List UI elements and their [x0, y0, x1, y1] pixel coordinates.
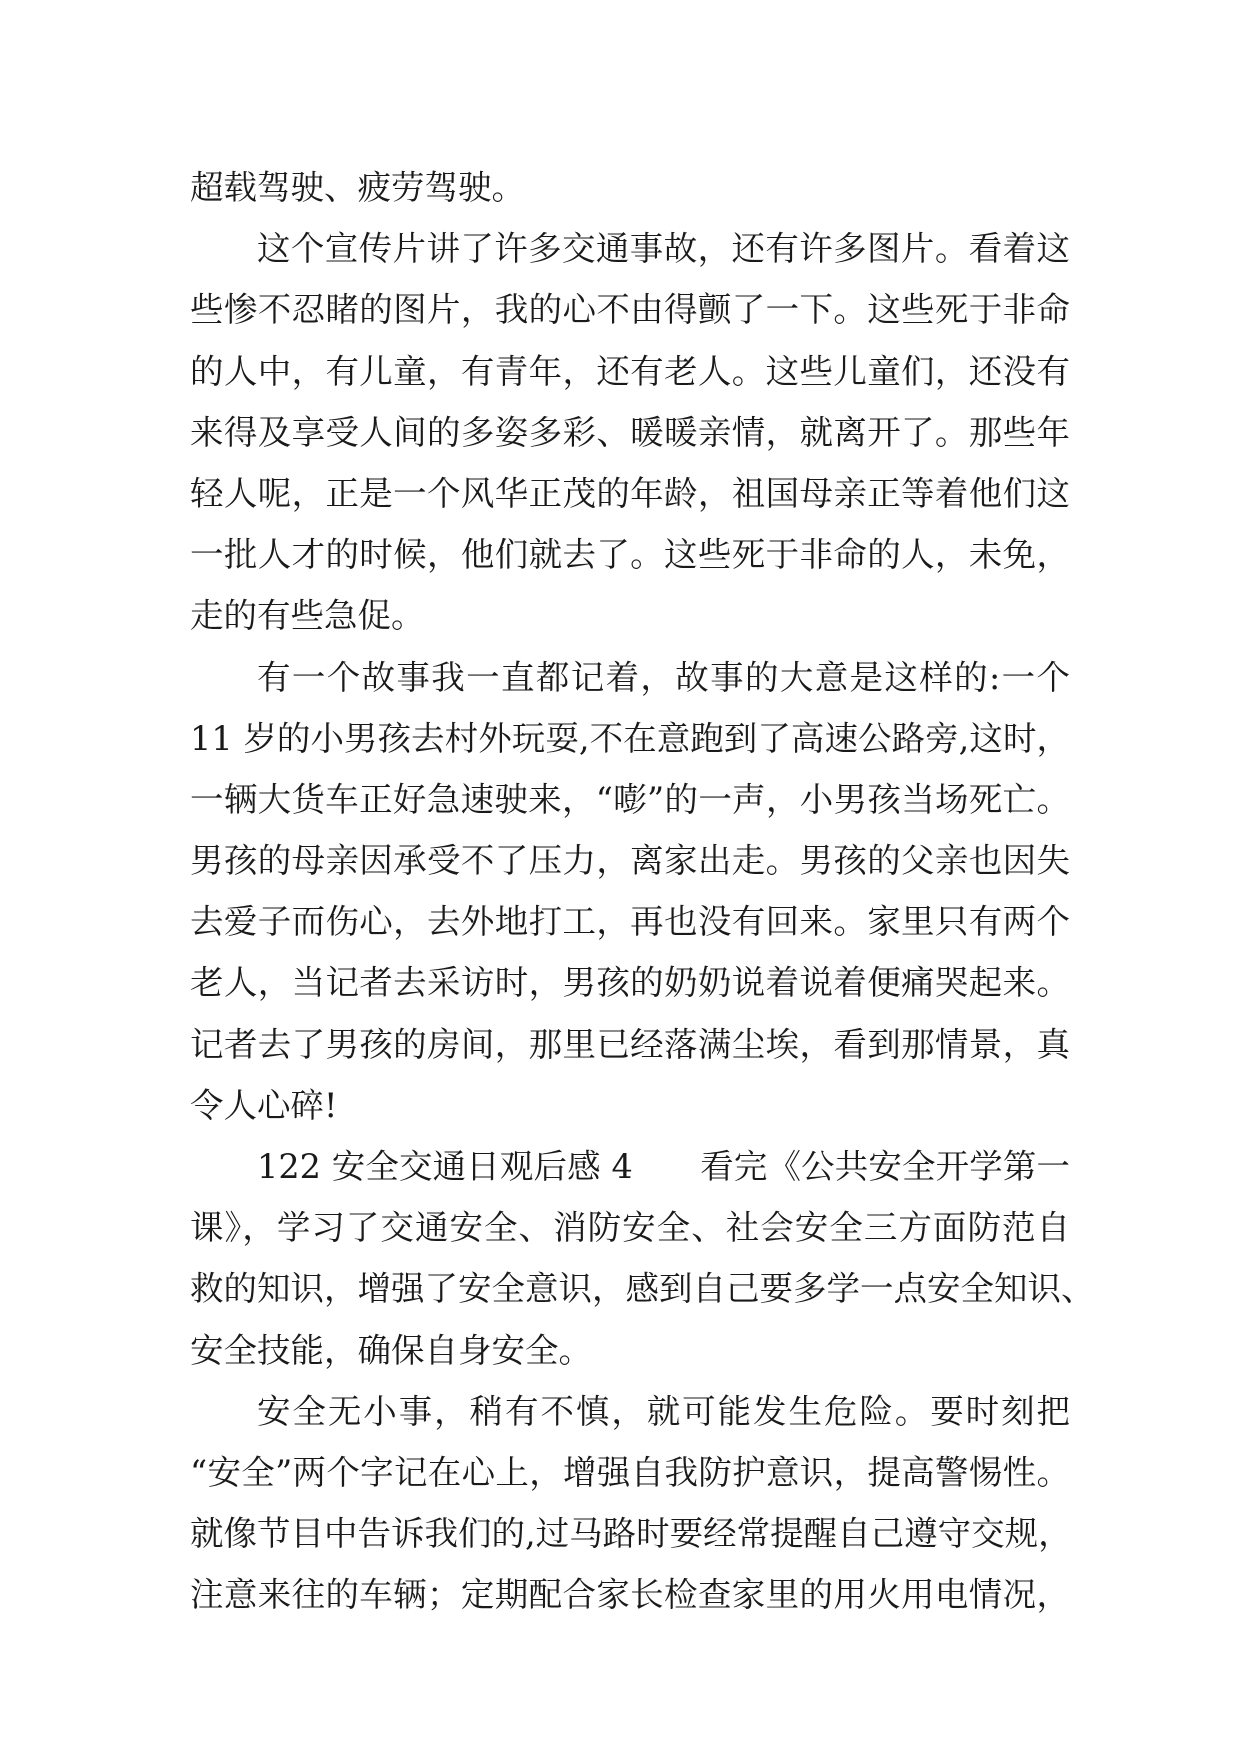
text-line: 记者去了男孩的房间，那里已经落满尘埃，看到那情景，真: [190, 1024, 1070, 1064]
document-body: [190, 157, 1095, 1626]
text-line: 安全技能，确保自身安全。: [190, 1330, 592, 1370]
text-line: 男孩的母亲因承受不了压力，离家出走。男孩的父亲也因失: [190, 841, 1070, 881]
text-line: 一批人才的时候，他们就去了。这些死于非命的人，未免，: [190, 535, 1070, 575]
text-line: 就像节目中告诉我们的,过马路时要经常提醒自己遵守交规，: [190, 1514, 1072, 1554]
text-line: 救的知识，增强了安全意识，感到自己要多学一点安全知识、: [190, 1269, 1095, 1309]
text-line: 有一个故事我一直都记着，故事的大意是这样的:一个: [257, 657, 1070, 697]
text-line: 这个宣传片讲了许多交通事故，还有许多图片。看着这: [257, 229, 1070, 269]
text-line: 122 安全交通日观后感 4 看完《公共安全开学第一: [257, 1147, 1070, 1186]
text-line: 去爱子而伤心，去外地打工，再也没有回来。家里只有两个: [190, 902, 1070, 942]
text-line: 些惨不忍睹的图片，我的心不由得颤了一下。这些死于非命: [190, 290, 1070, 330]
text-line: 令人心碎!: [190, 1085, 338, 1125]
text-line: 一辆大货车正好急速驶来，“嘭”的一声，小男孩当场死亡。: [190, 779, 1070, 819]
text-line: 课》，学习了交通安全、消防安全、社会安全三方面防范自: [190, 1208, 1070, 1248]
text-line: 的人中，有儿童，有青年，还有老人。这些儿童们，还没有: [190, 351, 1070, 391]
text-line: 超载驾驶、疲劳驾驶。: [190, 168, 525, 207]
text-line: 老人，当记者去采访时，男孩的奶奶说着说着便痛哭起来。: [190, 963, 1070, 1003]
text-line: 11 岁的小男孩去村外玩耍,不在意跑到了高速公路旁,这时，: [190, 718, 1070, 758]
text-line: 安全无小事，稍有不慎，就可能发生危险。要时刻把: [257, 1391, 1070, 1431]
text-line: 轻人呢，正是一个风华正茂的年龄，祖国母亲正等着他们这: [190, 473, 1070, 513]
text-line: “安全”两个字记在心上，增强自我防护意识，提高警惕性。: [190, 1452, 1070, 1492]
text-line: 来得及享受人间的多姿多彩、暖暖亲情，就离开了。那些年: [190, 412, 1070, 452]
text-line: 走的有些急促。: [190, 596, 425, 636]
text-line: 注意来往的车辆；定期配合家长检查家里的用火用电情况，: [190, 1575, 1070, 1615]
